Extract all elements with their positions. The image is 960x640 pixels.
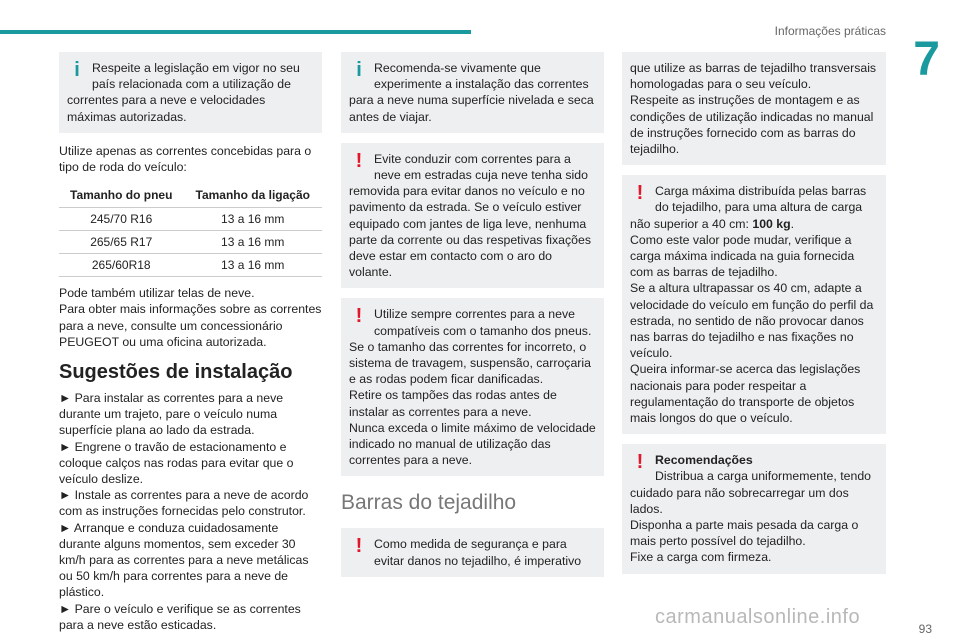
table-header: Tamanho da ligação — [183, 183, 322, 208]
step-item: ► Para instalar as correntes para a neve durante um trajeto, pare o veículo numa superfície plana ao lado da estrada. — [59, 391, 284, 438]
watermark: carmanualsonline.info — [655, 606, 861, 628]
warning-icon: ! — [355, 149, 363, 172]
step-item: ► Arranque e conduza cuidadosamente durante alguns momentos, sem exceder 30 km/h para as correntes para a neve metálicas ou 50 km/h para correntes para a neve de plástico. — [59, 520, 309, 600]
warning-text-cont: Se o tamanho das correntes for incorreto, o sistema de travagem, suspensão, carroçaria e as rodas podem ficar danificadas. — [349, 339, 591, 387]
warning-text: Distribua a carga uniformemente, tendo — [655, 469, 871, 484]
info-box — [59, 52, 322, 133]
step-item: ► Engrene o travão de estacionamento e coloque calços nas rodas para evitar que o veículo deslize. — [59, 439, 294, 487]
warning-box — [341, 528, 604, 576]
info-text: Respeite a legislação em vigor no seu país relacionada com a utilização de — [92, 61, 300, 92]
chapter-number: 7 — [913, 33, 940, 86]
table-header: Tamanho do pneu — [59, 183, 183, 208]
table-cell: 265/65 R17 — [59, 231, 183, 254]
warning-icon: ! — [636, 182, 644, 205]
warning-box-continued — [622, 52, 886, 165]
info-text: Recomenda-se vivamente que experimente a instalação das correntes — [374, 61, 589, 92]
warning-text-cont: Retire os tampões das rodas antes de instalar as correntes para a neve. — [349, 388, 557, 419]
table-cell: 13 a 16 mm — [183, 254, 322, 277]
step-item: ► Instale as correntes para a neve de acordo com as instruções fornecidas pelo construtor. — [59, 488, 309, 519]
info-box — [341, 52, 604, 133]
warning-text-cont: Disponha a parte mais pesada da carga o mais perto possível do tejadilho. — [630, 518, 859, 549]
page-number: 93 — [918, 622, 932, 636]
heading-installation-tips: Sugestões de instalação — [59, 361, 293, 384]
info-icon: i — [74, 59, 80, 81]
chain-size-table — [59, 183, 322, 277]
step-item: ► Pare o veículo e verifique se as correntes para a neve estão esticadas. — [59, 601, 301, 632]
heading-roof-bars: Barras do tejadilho — [341, 491, 517, 515]
warning-text-cont: Queira informar-se acerca das legislações nacionais para poder respeitar a regulamentação do transporte de objetos mais longos do que o veículo. — [630, 362, 861, 426]
warning-text-cont: Respeite as instruções de montagem e as condições de utilização indicadas no manual de instruções fornecido com as barras do tejadilho. — [630, 93, 874, 157]
warning-text: Como medida de segurança e para evitar danos no tejadilho, é imperativo — [374, 537, 582, 568]
warning-icon: ! — [636, 451, 644, 474]
warning-text-cont: cuidado para não sobrecarregar um dos lados. — [630, 485, 849, 516]
paragraph: Para obter mais informações sobre as correntes para a neve, consulte um concessionário PEUGEOT ou uma oficina autorizada. — [59, 302, 322, 349]
warning-text-cont: Como este valor pode mudar, verifique a carga máxima indicada na guia fornecida com as barras de tejadilho. — [630, 232, 855, 280]
recommendations-title: Recomendações — [655, 453, 753, 468]
warning-text-cont: removida para evitar danos no veículo e no pavimento da estrada. Se o veículo estiver equipado com jantes de liga leve, nenhuma parte da corrente ou das respetivas fixações deve estar em contacto com o aro do volante. — [349, 184, 591, 280]
column-3 — [622, 52, 886, 584]
info-icon: i — [356, 59, 362, 81]
warning-icon: ! — [355, 535, 363, 558]
warning-text-cont: que utilize as barras de tejadilho transversais homologadas para o seu veículo. — [630, 61, 877, 92]
header-accent-bar — [0, 30, 471, 34]
paragraph: Pode também utilizar telas de neve. — [59, 286, 255, 301]
table-cell: 13 a 16 mm — [183, 208, 322, 231]
warning-box — [341, 298, 604, 476]
column-2 — [341, 52, 604, 587]
warning-text: Carga máxima distribuída pelas barras do tejadilho, para uma altura de carga — [655, 184, 867, 215]
warning-text-cont: Fixe a carga com firmeza. — [630, 550, 772, 565]
warning-box — [341, 143, 604, 289]
column-1 — [59, 52, 322, 633]
max-load-value: 100 kg — [752, 216, 791, 231]
table-row — [59, 208, 322, 231]
info-text-cont: correntes para a neve e velocidades máximas autorizadas. — [67, 93, 266, 124]
warning-text: Utilize sempre correntes para a neve compatíveis com o tamanho dos pneus. — [374, 307, 592, 338]
warning-box — [622, 444, 886, 573]
table-row — [59, 254, 322, 277]
max-load-text: não superior a 40 cm: — [630, 216, 749, 231]
warning-icon: ! — [355, 305, 363, 328]
warning-text-cont: não superior a 40 cm: 100 kg. — [630, 216, 795, 231]
warning-text-cont: Se a altura ultrapassar os 40 cm, adapte a velocidade do veículo em função do perfil da estrada, no sentido de não provocar danos nas barras do tejadilho e nas fixações no veículo. — [630, 281, 874, 361]
warning-box — [622, 175, 886, 434]
table-cell: 265/60R18 — [59, 254, 183, 277]
paragraph: Utilize apenas as correntes concebidas para o tipo de roda do veículo: — [59, 143, 312, 175]
table-row — [59, 231, 322, 254]
warning-text: Evite conduzir com correntes para a neve em estradas cuja neve tenha sido — [374, 151, 588, 183]
info-text-cont: para a neve numa superfície nivelada e seca antes de viajar. — [349, 93, 594, 124]
section-title: Informações práticas — [774, 24, 886, 38]
table-cell: 13 a 16 mm — [183, 231, 322, 254]
warning-text-cont: Nunca exceda o limite máximo de velocidade indicado no manual de utilização das correntes para a neve. — [349, 420, 596, 468]
table-cell: 245/70 R16 — [59, 208, 183, 231]
